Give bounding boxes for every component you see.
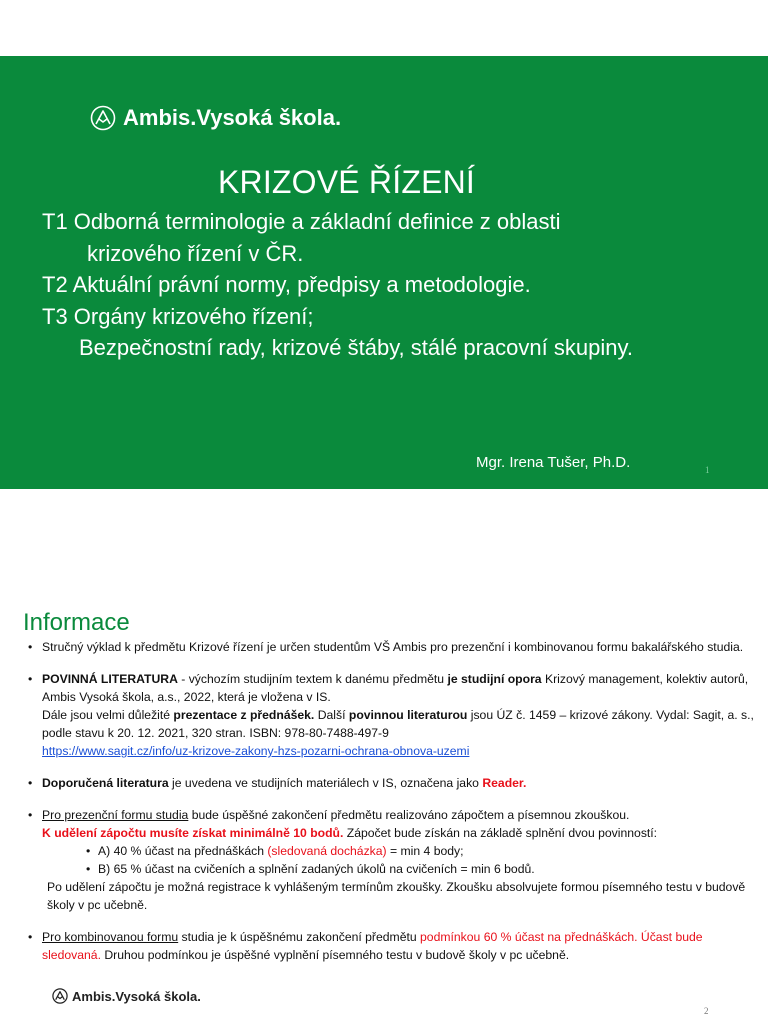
recommended-literature-label: Doporučená literatura — [42, 776, 169, 790]
text-fragment: Zápočet bude získán na základě splnění dvou povinností: — [343, 826, 658, 840]
overview-text: Stručný výklad k předmětu Krizové řízení je určen studentům VŠ Ambis pro prezenční i kombinovanou formu bakalářského studia. — [42, 640, 744, 654]
mandatory-literature-label: POVINNÁ LITERATURA — [42, 672, 178, 686]
combined-label: Pro kombinovanou formu — [42, 930, 179, 944]
page-number: 2 — [704, 1006, 709, 1016]
info-content — [28, 638, 758, 978]
bullet-fulltime-study — [28, 806, 758, 914]
topic-t1: T1 Odborná terminologie a základní definice z oblasti — [42, 209, 561, 234]
page-number: 1 — [705, 465, 710, 475]
attendance-note: (sledovaná docházka) — [267, 844, 387, 858]
topic-t3-continuation: Bezpečnostní rady, krizové štáby, stálé pracovní skupiny. — [79, 335, 633, 360]
text-fragment: Dále jsou velmi důležité — [42, 708, 174, 722]
bullet-recommended-literature — [28, 774, 758, 792]
info-heading: Informace — [23, 609, 130, 636]
ambis-logo-footer — [52, 988, 201, 1004]
credit-requirement: K udělení zápočtu musíte získat minimálně 10 bodů. — [42, 826, 344, 840]
text-bold: je studijní opora — [447, 672, 542, 686]
text-bold: povinnou literaturou — [348, 708, 468, 722]
ambis-logo — [90, 105, 341, 131]
text-fragment: studia je k úspěšnému zakončení předmětu — [178, 930, 421, 944]
info-slide — [0, 489, 768, 1024]
slide-title: KRIZOVÉ ŘÍZENÍ — [217, 164, 476, 200]
combined-condition: podmínkou 60 % účast na přednáškách. Účast bude sledovaná. — [42, 930, 703, 962]
sagit-link[interactable]: https://www.sagit.cz/info/uz-krizove-zakony-hzs-pozarni-ochrana-obnova-uzemi — [42, 744, 470, 758]
bullet-combined-study — [28, 928, 758, 964]
exam-registration-text: Po udělení zápočtu je možná registrace k vyhlášeným termínům zkoušky. Zkoušku absolvujete formou písemného testu v budově školy v pc učebně. — [47, 880, 746, 912]
text-fragment: A) 40 % účast na přednáškách — [98, 844, 268, 858]
text-fragment: jsou ÚZ č. 1459 – krizové zákony. Vydal: Sagit, a. s., podle stavu k 20. 12. 2021, 320 stran. ISBN: 978-80-7488-497-9 — [42, 708, 754, 740]
fulltime-label: Pro prezenční formu studia — [42, 808, 189, 822]
topic-t1-continuation: krizového řízení v ČR. — [87, 240, 304, 266]
ambis-logo-icon — [52, 988, 68, 1004]
bullet-overview — [28, 638, 758, 656]
ambis-logo-icon — [90, 105, 116, 131]
text-fragment: = min 4 body; — [386, 844, 464, 858]
author-name: Mgr. Irena Tušer, Ph.D. — [476, 454, 631, 471]
topic-list — [42, 206, 633, 364]
topic-t2: T2 Aktuální právní normy, předpisy a metodologie. — [42, 272, 531, 297]
logo-text: Ambis.Vysoká škola. — [72, 988, 201, 1004]
requirement-a — [42, 842, 758, 860]
title-slide — [0, 56, 768, 489]
logo-text: Ambis.Vysoká škola. — [123, 105, 342, 130]
text-fragment: Krizový management, kolektiv autorů, Ambis Vysoká škola, a.s., 2022, která je vložena v IS. — [42, 672, 749, 704]
text-fragment: - výchozím studijním textem k danému předmětu — [177, 672, 448, 686]
text-fragment: bude úspěšné zakončení předmětu realizováno zápočtem a písemnou zkouškou. — [188, 808, 630, 822]
text-fragment: Další — [314, 708, 349, 722]
text-bold: prezentace z přednášek. — [173, 708, 315, 722]
text-fragment: Druhou podmínkou je úspěšné vyplnění písemného testu v budově školy v pc učebně. — [100, 948, 570, 962]
topic-t3: T3 Orgány krizového řízení; — [42, 303, 314, 329]
reader-label: Reader. — [482, 776, 527, 790]
text-fragment: B) 65 % účast na cvičeních a splnění zadaných úkolů na cvičeních = min 6 bodů. — [98, 862, 535, 876]
requirement-b — [42, 860, 758, 878]
bullet-mandatory-literature — [28, 670, 758, 760]
text-fragment: je uvedena ve studijních materiálech v IS, označena jako — [168, 776, 483, 790]
